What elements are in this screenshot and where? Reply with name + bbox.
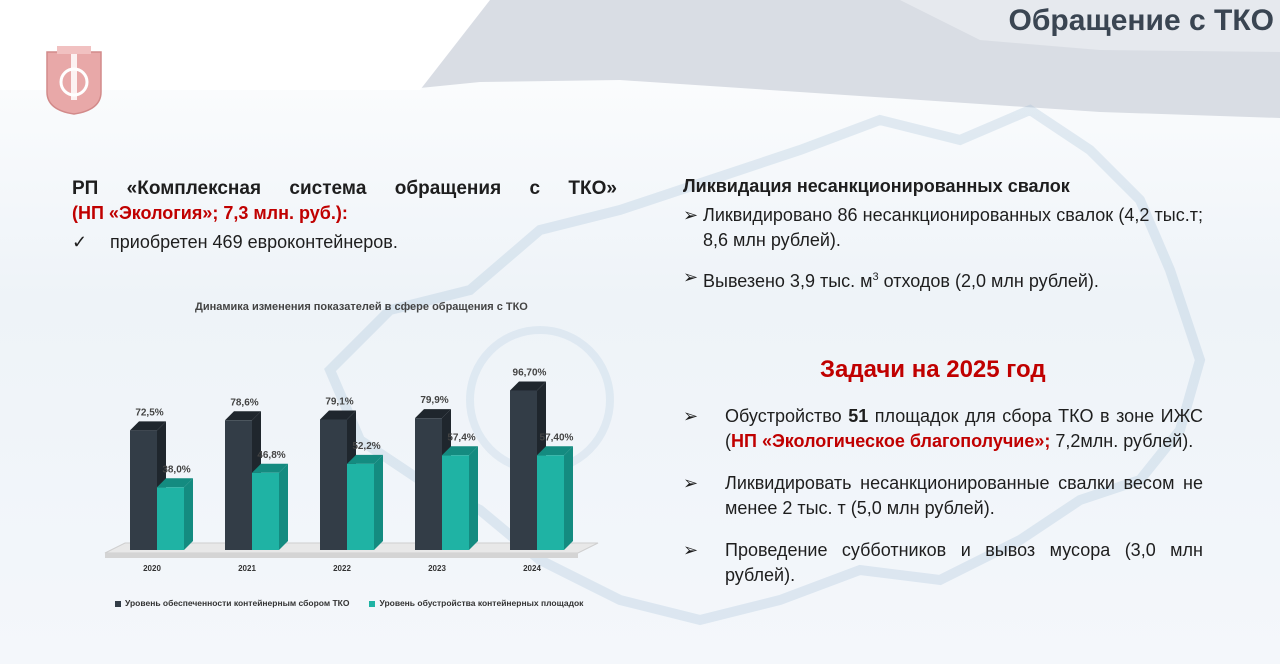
bar-side xyxy=(279,464,288,550)
data-label: 72,5% xyxy=(135,407,164,419)
dumps-liquidation-block xyxy=(683,176,1203,294)
bar xyxy=(130,430,157,550)
text-part: Обустройство xyxy=(725,406,849,426)
tick-label: 2022 xyxy=(333,564,351,573)
project-word: обращения xyxy=(394,178,502,199)
text-part: Вывезено 3,9 тыс. м xyxy=(703,271,873,291)
legend-swatch xyxy=(115,601,121,607)
bar xyxy=(347,464,374,550)
text-part: 7,2млн. рублей). xyxy=(1050,431,1194,451)
data-label: 57,40% xyxy=(539,432,574,444)
arrow-bullet-icon: ➢ xyxy=(683,473,699,493)
chart-floor-edge xyxy=(105,553,578,558)
tick-label: 2021 xyxy=(238,564,256,573)
list-item-text: Проведение субботников и вывоз мусора (3,0 млн рублей). xyxy=(725,540,1203,585)
project-funding: (НП «Экология»; 7,3 млн. руб.): xyxy=(72,203,348,223)
data-label: 46,8% xyxy=(257,449,286,461)
bar xyxy=(157,487,184,550)
data-label: 96,70% xyxy=(512,367,547,379)
list-item-text xyxy=(703,265,1203,294)
chart-title: Динамика изменения показателей в сфере обращения с ТКО xyxy=(195,301,528,313)
bar-side xyxy=(184,478,193,550)
page-title: Обращение с ТКО xyxy=(1008,4,1274,37)
project-word: системa xyxy=(289,178,367,199)
bar xyxy=(320,419,347,550)
legend-label: Уровень обеспеченности контейнерным сбором ТКО xyxy=(125,598,350,608)
result-item xyxy=(72,232,617,253)
arrow-bullet-icon: ➢ xyxy=(683,205,699,225)
tasks-list xyxy=(683,404,1203,605)
project-word: «Комплексная xyxy=(126,178,262,199)
bar xyxy=(252,473,279,550)
list-item xyxy=(683,265,1203,294)
arrow-bullet-icon: ➢ xyxy=(683,540,699,560)
bar-side xyxy=(469,446,478,550)
funding-text: НП «Экологическое благополучие»; xyxy=(731,431,1051,451)
bar xyxy=(415,418,442,550)
arrow-bullet-icon: ➢ xyxy=(683,267,699,287)
list-item xyxy=(683,471,1203,521)
bar xyxy=(510,390,537,550)
indicators-chart xyxy=(100,295,610,625)
data-label: 79,9% xyxy=(420,395,449,407)
legend-swatch xyxy=(369,601,375,607)
list-item-text xyxy=(725,404,1203,454)
project-name xyxy=(72,178,617,200)
bar xyxy=(442,455,469,550)
list-item-text: Ликвидировать несанкционированные свалки весом не менее 2 тыс. т (5,0 млн рублей). xyxy=(725,473,1203,518)
bar xyxy=(225,420,252,550)
result-text: приобретен 469 евроконтейнеров. xyxy=(110,232,398,252)
regional-project-block xyxy=(72,178,617,253)
project-word: ТКО» xyxy=(568,178,617,199)
tasks-title: Задачи на 2025 год xyxy=(820,356,1046,383)
section-heading: Ликвидация несанкционированных свалок xyxy=(683,176,1070,196)
bar xyxy=(537,455,564,550)
bar-side xyxy=(564,446,573,550)
tick-label: 2023 xyxy=(428,564,446,573)
bar-side xyxy=(374,455,383,550)
legend-entry xyxy=(115,598,349,608)
chart-plot xyxy=(100,295,610,595)
legend-label: Уровень обустройства контейнерных площадок xyxy=(379,598,584,608)
coat-of-arms-icon xyxy=(45,44,103,116)
data-label: 52,2% xyxy=(352,440,381,452)
tick-label: 2024 xyxy=(523,564,541,573)
text-part: отходов (2,0 млн рублей). xyxy=(878,271,1099,291)
data-label: 78,6% xyxy=(230,397,259,409)
project-word: РП xyxy=(72,178,99,199)
legend-entry xyxy=(369,598,583,608)
chart-legend xyxy=(115,598,583,608)
list-item-text: Ликвидировано 86 несанкционированных свалок (4,2 тыс.т; 8,6 млн рублей). xyxy=(703,205,1203,250)
list-item xyxy=(683,203,1203,253)
superscript: 3 xyxy=(872,271,879,283)
data-label: 79,1% xyxy=(325,396,354,408)
text-part: 51 xyxy=(848,406,869,426)
arrow-bullet-icon: ➢ xyxy=(683,406,699,426)
checkmark-icon: ✓ xyxy=(72,232,88,252)
project-word: с xyxy=(529,178,541,199)
list-item xyxy=(683,404,1203,454)
text-part: площадок для сбора ТКО в зоне ИЖС ( xyxy=(725,406,1204,451)
list-item xyxy=(683,538,1203,588)
data-label: 38,0% xyxy=(162,464,191,476)
tick-label: 2020 xyxy=(143,564,161,573)
data-label: 57,4% xyxy=(447,432,476,444)
